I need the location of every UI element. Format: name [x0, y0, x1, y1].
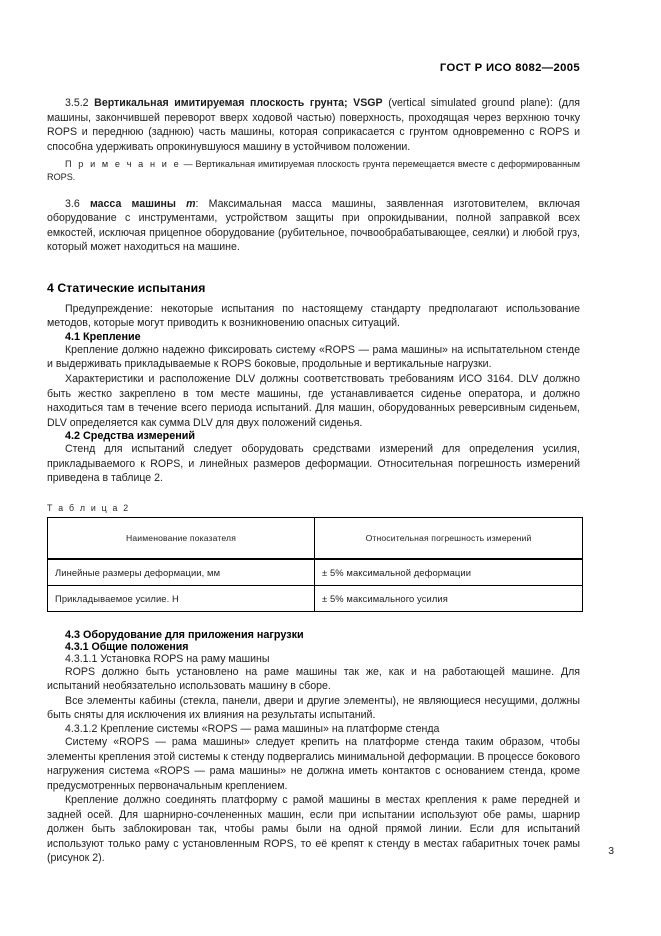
heading-section-4-1: 4.1 Крепление	[65, 330, 141, 343]
clause-3-6-number: 3.6	[65, 197, 80, 210]
table-2-body	[48, 559, 583, 612]
heading-section-4-3-1-1: 4.3.1.1 Установка ROPS на раму машины	[65, 652, 270, 665]
heading-section-4: 4 Статические испытания	[47, 280, 206, 295]
table-2-header-cell-0: Наименование показателя	[48, 517, 315, 559]
table-row	[48, 559, 583, 586]
section-4-1-paragraph-2: Характеристики и расположение DLV должны соответствовать требованиям ИСО 3164. DLV должно быть жестко закреплено в том месте машины, где устанавливается сиденье оператора, и должно находиться там в течение всего периода испытаний. Для машин, оборудованных реверсивным сиденьем, DLV определяется как сумма DLV для двух положений сиденья.	[47, 372, 580, 429]
table-2-cell-1-1: ± 5% максимального усилия	[315, 585, 583, 611]
page-content	[47, 0, 580, 866]
heading-section-4-2: 4.2 Средства измерений	[65, 430, 196, 443]
clause-3-5-2	[47, 96, 580, 154]
table-2-caption: Т а б л и ц а 2	[47, 502, 130, 513]
table-row	[48, 585, 583, 611]
table-2-cell-0-1: ± 5% максимальной деформации	[315, 559, 583, 586]
note-3-5-2	[47, 158, 580, 184]
heading-section-4-3-1-2: 4.3.1.2 Крепление системы «ROPS — рама машины» на платформе стенда	[65, 722, 440, 735]
page-header-standard-number: ГОСТ Р ИСО 8082—2005	[439, 62, 580, 74]
table-2-cell-1-0: Прикладываемое усилие. Н	[48, 585, 315, 611]
table-header-row	[48, 517, 583, 559]
note-label: П р и м е ч а н и е	[65, 159, 181, 170]
section-4-3-1-2-paragraph-1: Систему «ROPS — рама машины» следует крепить на платформе стенда таким образом, чтобы элементы крепления этой системы к стенду подвергались минимальной деформации. В процессе бокового нагружения система «ROPS — рама машины» не должна иметь контактов с основанием стенда, кроме предусмотренных первоначальным креплением.	[47, 735, 580, 792]
section-4-3-1-1-paragraph-2: Все элементы кабины (стекла, панели, двери и другие элементы), не являющиеся несущими, должны быть сняты для исключения их влияния на результаты испытаний.	[47, 694, 580, 722]
page-number: 3	[608, 846, 614, 857]
clause-3-5-2-term: Вертикальная имитируемая плоскость грунта; VSGP	[94, 97, 383, 109]
table-2	[47, 517, 583, 612]
table-2-cell-0-0: Линейные размеры деформации, мм	[48, 559, 315, 586]
table-2-head	[48, 517, 583, 559]
section-4-2-paragraph-1: Стенд для испытаний следует оборудовать средствами измерений для определения усилия, прикладываемого к ROPS, и линейных размеров деформации. Относительная погрешность измерений приведена в таблице 2.	[47, 443, 580, 485]
clause-3-5-2-body: (vertical simulated ground plane): (для машины, закончившей переворот вверх ходовой частью) поверхность, проходящая через верхнюю точку ROPS и переднюю (заднюю) часть машины, которая соприкасается с грунтом одновременно с ROPS и способна удерживать опрокинувшуюся машину в устойчивом положении.	[47, 97, 580, 153]
note-text: — Вертикальная имитируемая плоскость грунта перемещается вместе с деформированным ROPS.	[47, 159, 580, 183]
section-4-1-paragraph-1: Крепление должно надежно фиксировать систему «ROPS — рама машины» на испытательном стенде и выдерживать прикладываемые к ROPS боковые, продольные и вертикальные нагрузки.	[47, 343, 580, 371]
heading-section-4-3: 4.3 Оборудование для приложения нагрузки	[65, 628, 304, 641]
heading-section-4-3-1: 4.3.1 Общие положения	[65, 640, 189, 653]
section-4-3-1-1-paragraph-1: ROPS должно быть установлено на раме машины так же, как и на работающей машине. Для испытаний необязательно использовать машину в сборе.	[47, 665, 580, 693]
clause-3-5-2-number: 3.5.2	[65, 97, 89, 109]
clause-3-6-symbol: m	[186, 197, 196, 210]
table-2-header-cell-1: Относительная погрешность измерений	[315, 517, 583, 559]
section-4-3-1-2-paragraph-2: Крепление должно соединять платформу с рамой машины в местах крепления к раме передней и задней осей. Для шарнирно-сочлененных машин, если при испытании используют обе рамы, шарнир должен быть заблокирован так, чтобы рамы были на одной прямой линии. Если для испытаний используют только раму с установленным ROPS, то её крепят к стенду в местах габаритных точек рамы (рисунок 2).	[47, 794, 580, 865]
clause-3-6	[47, 197, 580, 255]
clause-3-6-body: : Максимальная масса машины, заявленная изготовителем, включая оборудование с инструментами, устройством защиты при опрокидывании, полной заправкой всех емкостей, исключая прицепное оборудование (рубительное, почвообрабатывающее, сеялки) и любой груз, который может находиться на машине.	[47, 197, 580, 254]
clause-3-6-term: масса машины	[89, 197, 176, 210]
section-4-warning: Предупреждение: некоторые испытания по настоящему стандарту предполагают использование методов, которые могут приводить к возникновению опасных ситуаций.	[47, 302, 580, 330]
